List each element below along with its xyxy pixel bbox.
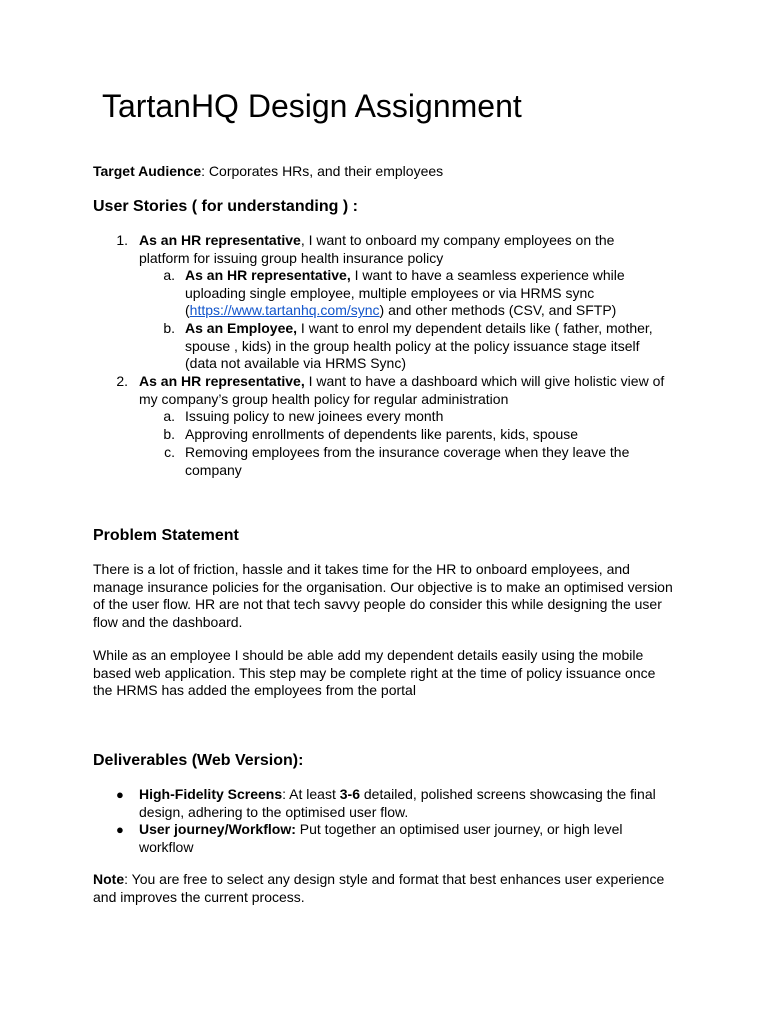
note-label: Note — [93, 871, 125, 887]
story-1a — [185, 267, 645, 320]
story-1a-text-after: ) and other methods (CSV, and SFTP) — [379, 302, 617, 319]
deliverable-2-bold: User journey/Workflow: — [139, 821, 296, 837]
target-audience — [93, 163, 678, 181]
deliverable-1-text: : At least — [282, 786, 340, 802]
deliverable-1-count: 3-6 — [339, 786, 360, 802]
story-1b — [185, 320, 665, 373]
story-2a-text: Issuing policy to new joinees every month — [185, 408, 444, 424]
deliverable-1-text-after: detailed, polished screens showcasing the final design, adhering to the optimised user flow. — [139, 786, 656, 820]
story-1b-marker: b. — [163, 320, 175, 336]
deliverable-1-bold: High-Fidelity Screens — [139, 786, 283, 802]
story-1b-text: I want to enrol my dependent details like ( father, mother, spouse , kids) in the group health policy at the policy issuance stage itself (data not available via HRMS Sync) — [185, 320, 653, 372]
problem-paragraph-1: There is a lot of friction, hassle and it takes time for the HR to onboard employees, and manage insurance policies for the organisation. Our objective is to make an optimised version of the user flow. HR are not that tech savvy people do consider this while designing the user flow and the dashboard. — [93, 561, 673, 630]
story-2-text: I want to have a dashboard which will give holistic view of my company’s group health policy for regular administration — [139, 373, 665, 407]
story-2b-text: Approving enrollments of dependents like parents, kids, spouse — [185, 426, 579, 442]
deliverable-2-text: Put together an optimised user journey, or high level workflow — [139, 821, 623, 855]
story-1-bold: As an HR representative — [139, 232, 301, 248]
story-2c-text: Removing employees from the insurance coverage when they leave the company — [185, 444, 630, 478]
deliverable-1 — [139, 786, 674, 821]
story-1a-bold: As an HR representative, — [185, 267, 351, 283]
deliverable-2 — [139, 821, 649, 856]
story-1-text: , I want to onboard my company employees on the platform for issuing group health insurance policy — [139, 232, 615, 266]
target-audience-label: Target Audience — [93, 163, 202, 179]
story-2c-marker: c. — [164, 444, 175, 460]
story-1-marker: 1. — [116, 232, 128, 248]
story-1 — [139, 232, 639, 267]
story-1b-bold: As an Employee, — [185, 320, 298, 336]
note — [93, 871, 678, 906]
story-2a-marker: a. — [163, 408, 175, 424]
story-2b-marker: b. — [163, 426, 175, 442]
story-2-bold: As an HR representative, — [139, 373, 305, 389]
bullet-icon: ● — [116, 787, 124, 802]
note-text: : You are free to select any design style and format that best enhances user experience and improves the current process. — [93, 871, 665, 905]
story-2-marker: 2. — [116, 373, 128, 389]
problem-paragraph-2: While as an employee I should be able add my dependent details easily using the mobile based web application. This step may be complete right at the time of policy issuance once the HRMS has added the employees from the portal — [93, 647, 656, 699]
page-title: TartanHQ Design Assignment — [102, 88, 522, 124]
story-2 — [139, 373, 679, 408]
user-stories-heading: User Stories ( for understanding ) : — [93, 198, 358, 215]
hrms-sync-link[interactable]: https://www.tartanhq.com/sync — [189, 302, 380, 319]
deliverables-heading: Deliverables (Web Version): — [93, 752, 304, 769]
story-1a-marker: a. — [163, 267, 175, 283]
story-1a-text: I want to have a seamless experience while uploading single employee, multiple employees or via HRMS sync ( — [185, 267, 625, 319]
bullet-icon: ● — [116, 822, 124, 837]
target-audience-text: : Corporates HRs, and their employees — [201, 163, 444, 179]
problem-heading: Problem Statement — [93, 527, 239, 544]
